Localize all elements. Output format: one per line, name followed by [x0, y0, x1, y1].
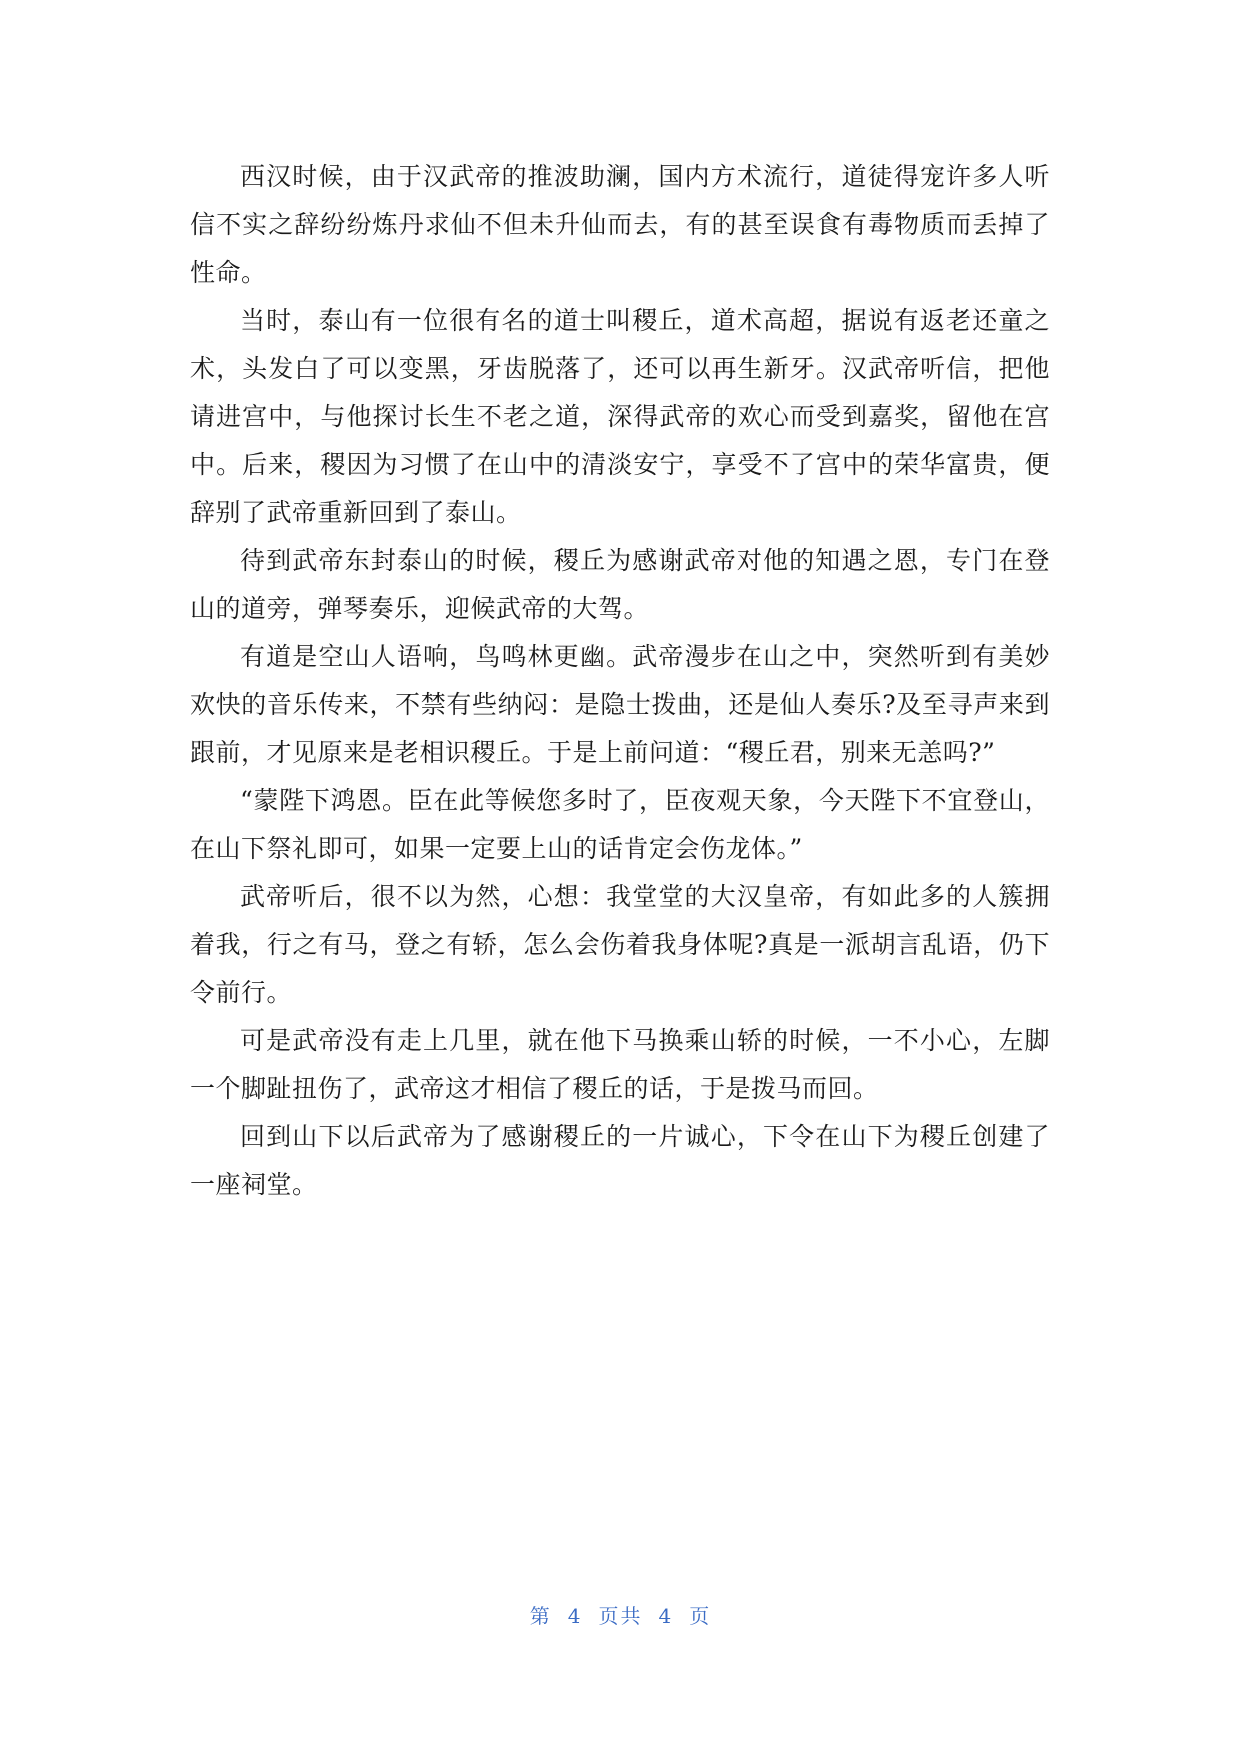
paragraph: 当时，泰山有一位很有名的道士叫稷丘，道术高超，据说有返老还童之术，头发白了可以变黑，牙齿脱落了，还可以再生新牙。汉武帝听信，把他请进宫中，与他探讨长生不老之道，深得武帝的欢心而受到嘉奖，留他在宫中。后来，稷因为习惯了在山中的清淡安宁，享受不了宫中的荣华富贵，便辞别了武帝重新回到了泰山。	[190, 306, 1050, 527]
paragraph: 待到武帝东封泰山的时候，稷丘为感谢武帝对他的知遇之恩，专门在登山的道旁，弹琴奏乐，迎候武帝的大驾。	[190, 546, 1050, 623]
paragraph: 可是武帝没有走上几里，就在他下马换乘山轿的时候，一不小心，左脚一个脚趾扭伤了，武帝这才相信了稷丘的话，于是拨马而回。	[190, 1026, 1050, 1103]
paragraph: 武帝听后，很不以为然，心想：我堂堂的大汉皇帝，有如此多的人簇拥着我，行之有马，登之有轿，怎么会伤着我身体呢?真是一派胡言乱语，仍下令前行。	[190, 882, 1050, 1007]
footer-total-pages: 4	[658, 1604, 674, 1628]
paragraph: 回到山下以后武帝为了感谢稷丘的一片诚心，下令在山下为稷丘创建了一座祠堂。	[190, 1122, 1050, 1199]
page-footer	[0, 1600, 1241, 1629]
paragraph: “蒙陛下鸿恩。臣在此等候您多时了，臣夜观天象，今天陛下不宜登山，在山下祭礼即可，如果一定要上山的话肯定会伤龙体。”	[190, 786, 1050, 863]
paragraph: 西汉时候，由于汉武帝的推波助澜，国内方术流行，道徒得宠许多人听信不实之辞纷纷炼丹求仙不但未升仙而去，有的甚至误食有毒物质而丢掉了性命。	[190, 162, 1050, 287]
paragraph: 有道是空山人语响，鸟鸣林更幽。武帝漫步在山之中，突然听到有美妙欢快的音乐传来，不禁有些纳闷：是隐士拨曲，还是仙人奏乐?及至寻声来到跟前，才见原来是老相识稷丘。于是上前问道：“稷丘君，别来无恙吗?”	[190, 642, 1050, 767]
footer-prefix: 第	[529, 1604, 552, 1628]
footer-middle: 页共	[598, 1604, 643, 1628]
footer-suffix: 页	[689, 1604, 712, 1628]
footer-current-page: 4	[567, 1604, 583, 1628]
document-body	[190, 153, 1050, 1209]
